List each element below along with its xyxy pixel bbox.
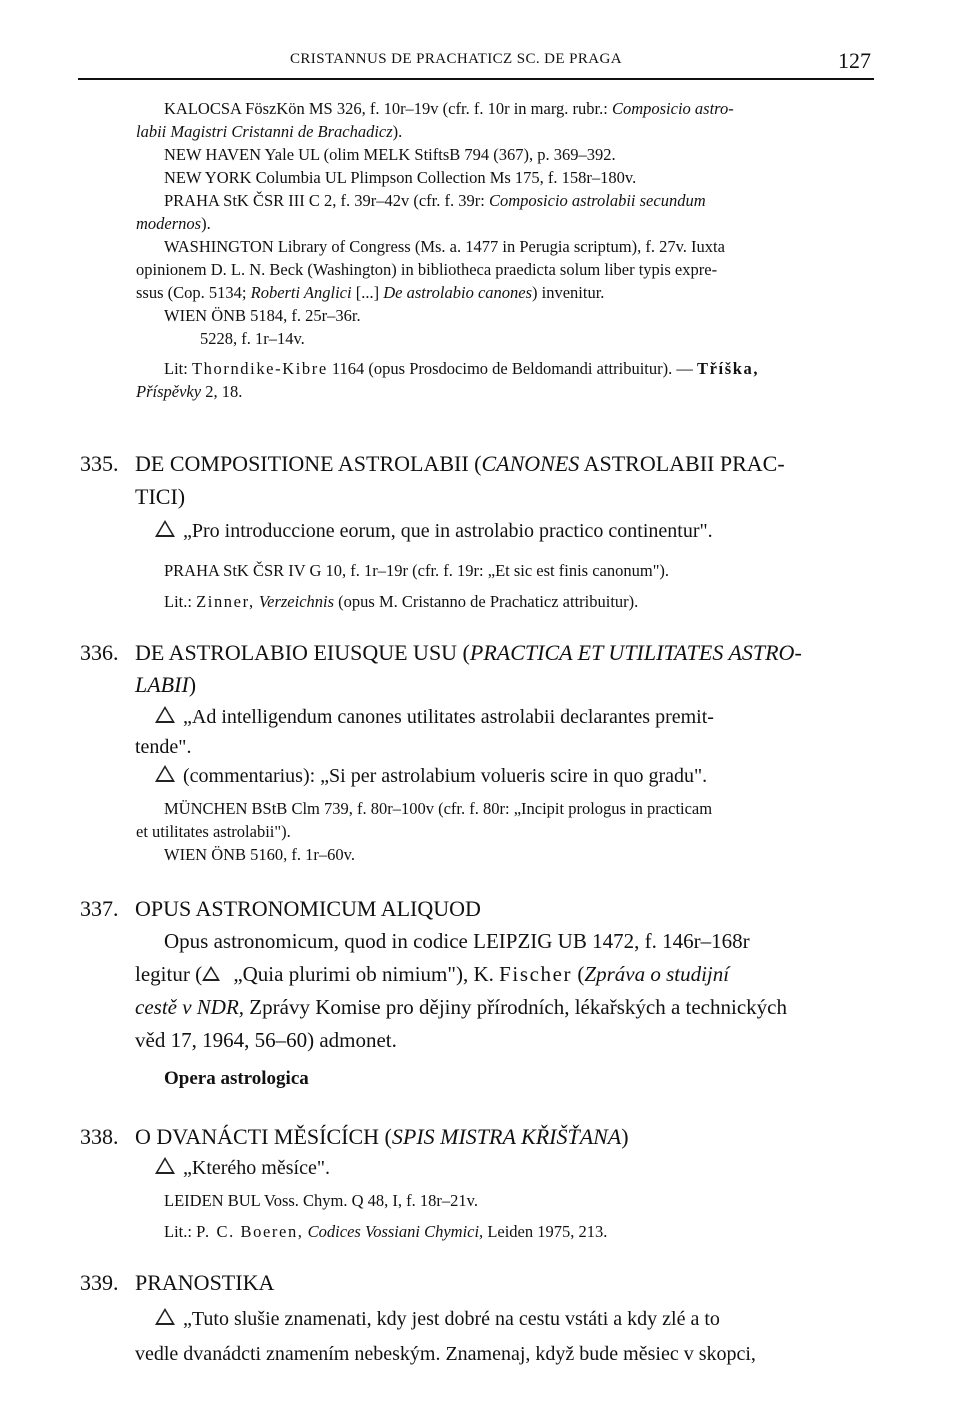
entry-336-incipit-2: (commentarius): „Si per astrolabium volueris scire in quo gradu".	[155, 761, 707, 791]
literature-top: Lit: Thorndike-Kibre 1164 (opus Prosdocimo de Beldomandi attribuitur). — Tříška,	[164, 359, 760, 378]
ms-wien-2: 5228, f. 1r–14v.	[200, 329, 305, 348]
header-rule	[78, 78, 874, 80]
literature-top-cont: Příspěvky 2, 18.	[136, 382, 243, 401]
ms-washington-cont2: ssus (Cop. 5134; Roberti Anglici [...] De astrolabio canones) invenitur.	[136, 283, 605, 302]
entry-335-lit: Lit.: Zinner, Verzeichnis (opus M. Cristanno de Prachaticz attribuitur).	[164, 592, 639, 611]
ms-praha: PRAHA StK ČSR III C 2, f. 39r–42v (cfr. f. 39r: Composicio astrolabii secundum	[164, 191, 706, 210]
incipit-triangle-icon	[155, 706, 175, 723]
ms-wien-1: WIEN ÖNB 5184, f. 25r–36r.	[164, 306, 361, 325]
entry-337-text-1: Opus astronomicum, quod in codice LEIPZIG UB 1472, f. 146r–168r	[164, 929, 750, 953]
section-heading: Opera astrologica	[164, 1068, 309, 1089]
entry-336-title: 336. DE ASTROLABIO EIUSQUE USU (PRACTICA ET UTILITATES ASTRO-	[80, 640, 802, 665]
incipit-triangle-icon	[155, 1157, 175, 1174]
entry-336-incipit-1-cont: tende".	[135, 736, 192, 758]
ms-kalocsa: KALOCSA FöszKön MS 326, f. 10r–19v (cfr. f. 10r in marg. rubr.: Composicio astro-	[164, 99, 734, 118]
entry-337-text-3: cestě v NDR, Zprávy Komise pro dějiny přírodních, lékařských a technických	[135, 995, 787, 1019]
entry-336-ms-1-cont: et utilitates astrolabii").	[136, 822, 291, 841]
ms-newhaven: NEW HAVEN Yale UL (olim MELK StiftsB 794 (367), p. 369–392.	[164, 145, 616, 164]
entry-335-ms: PRAHA StK ČSR IV G 10, f. 1r–19r (cfr. f. 19r: „Et sic est finis canonum").	[164, 561, 670, 580]
running-title: CRISTANNUS DE PRACHATICZ SC. DE PRAGA	[290, 51, 622, 67]
entry-338-incipit: „Kterého měsíce".	[155, 1153, 330, 1183]
incipit-triangle-icon	[155, 1308, 175, 1325]
ms-praha-cont: modernos).	[136, 214, 211, 233]
ms-kalocsa-cont: labii Magistri Cristanni de Brachadicz).	[136, 122, 403, 141]
entry-339-incipit-1: „Tuto slušie znamenati, kdy jest dobré na cestu vstáti a kdy zlé a to	[155, 1304, 720, 1334]
page-number: 127	[838, 48, 871, 73]
entry-336-ms-1: MÜNCHEN BStB Clm 739, f. 80r–100v (cfr. f. 80r: „Incipit prologus in practicam	[164, 799, 713, 818]
entry-336-title-cont: LABII)	[135, 672, 197, 697]
entry-338-lit: Lit.: P. C. Boeren, Codices Vossiani Chymici, Leiden 1975, 213.	[164, 1222, 608, 1241]
incipit-triangle-icon	[155, 520, 175, 537]
entry-335-title: 335. DE COMPOSITIONE ASTROLABII (CANONES ASTROLABII PRAC-	[80, 451, 785, 476]
entry-339-title: 339. PRANOSTIKA	[80, 1270, 275, 1295]
entry-335-title-cont: TICI)	[135, 484, 186, 509]
entry-339-incipit-2: vedle dvanádcti znamením nebeským. Znamenaj, když bude měsiec v skopci,	[135, 1343, 756, 1365]
ms-newyork: NEW YORK Columbia UL Plimpson Collection Ms 175, f. 158r–180v.	[164, 168, 637, 187]
entry-338-title: 338. O DVANÁCTI MĚSÍCÍCH (SPIS MISTRA KŘIŠŤANA)	[80, 1124, 629, 1149]
entry-336-ms-2: WIEN ÖNB 5160, f. 1r–60v.	[164, 845, 355, 864]
ms-washington: WASHINGTON Library of Congress (Ms. a. 1477 in Perugia scriptum), f. 27v. Iuxta	[164, 237, 725, 256]
ms-washington-cont1: opinionem D. L. N. Beck (Washington) in bibliotheca praedicta solum liber typis expre-	[136, 260, 718, 279]
entry-336-incipit-1: „Ad intelligendum canones utilitates astrolabii declarantes premit-	[155, 702, 714, 732]
entry-337-title: 337. OPUS ASTRONOMICUM ALIQUOD	[80, 896, 481, 921]
incipit-triangle-icon	[202, 966, 220, 981]
incipit-triangle-icon	[155, 765, 175, 782]
entry-337-text-4: věd 17, 1964, 56–60) admonet.	[135, 1028, 397, 1052]
entry-337-text-2: legitur ( „Quia plurimi ob nimium"), K. Fischer (Zpráva o studijní	[135, 962, 730, 986]
entry-338-ms: LEIDEN BUL Voss. Chym. Q 48, I, f. 18r–21v.	[164, 1191, 478, 1210]
entry-335-incipit: „Pro introduccione eorum, que in astrolabio practico continentur".	[155, 516, 713, 546]
